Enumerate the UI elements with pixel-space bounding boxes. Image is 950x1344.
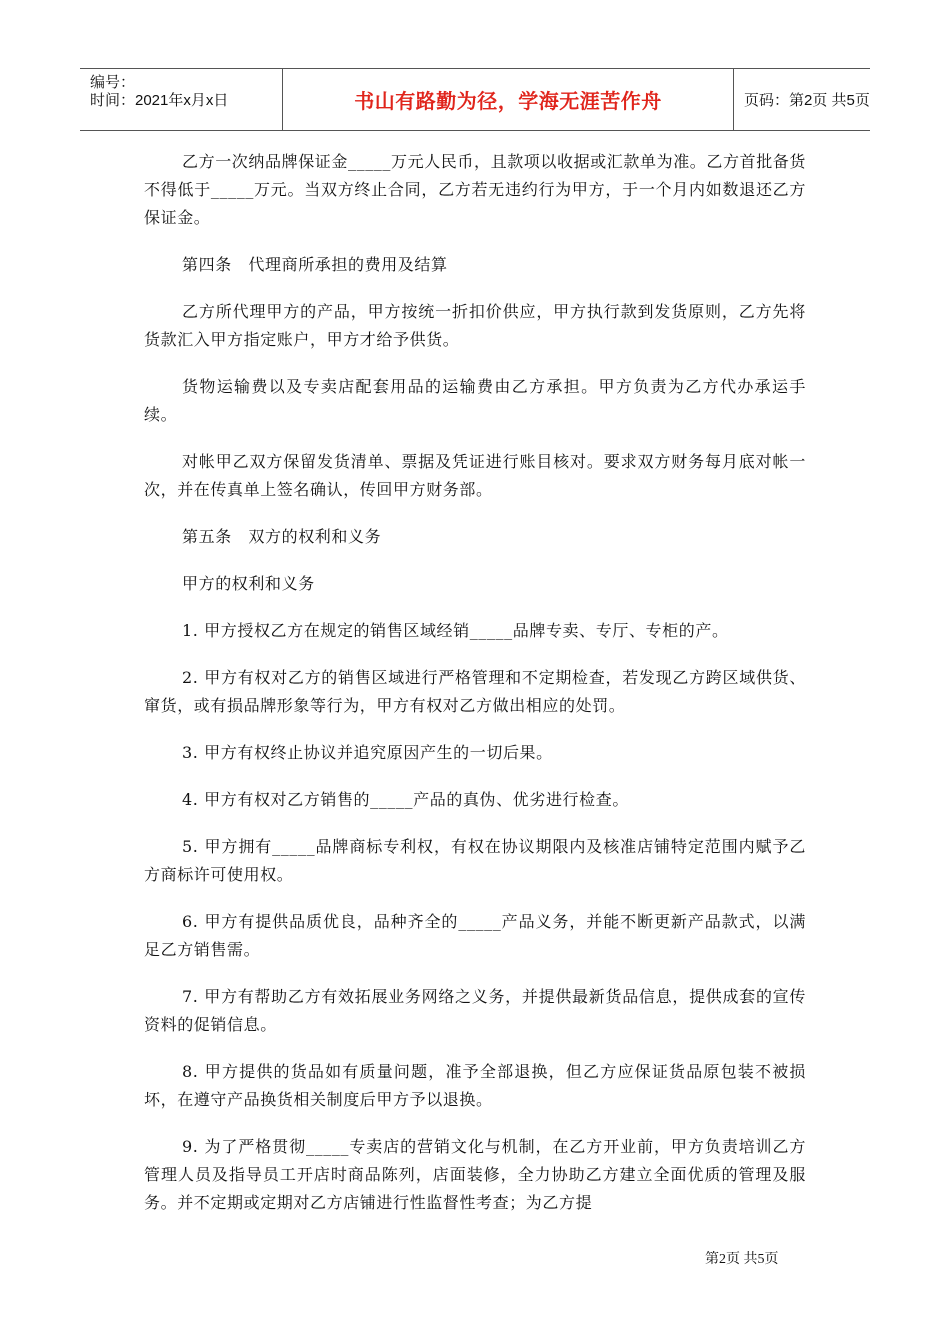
header-motto: 书山有路勤为径，学海无涯苦作舟 [354, 89, 662, 113]
paragraph-shipping: 货物运输费以及专卖店配套用品的运输费由乙方承担。甲方负责为乙方代办承运手续。 [144, 377, 806, 424]
page-header [80, 68, 870, 131]
party-a-rights-heading: 甲方的权利和义务 [182, 574, 315, 593]
page-footer: 第2页 共5页 [705, 1252, 779, 1267]
paragraph-supply-terms: 乙方所代理甲方的产品，甲方按统一折扣价供应，甲方执行款到发货原则，乙方先将货款汇入甲方指定账户，甲方才给予供货。 [144, 302, 806, 349]
article-5-heading: 第五条 双方的权利和义务 [182, 527, 382, 546]
header-page-info: 页码：第2页 共5页 [744, 92, 870, 109]
document-number-label: 编号： [90, 74, 136, 91]
list-item-6: 6. 甲方有提供品质优良，品种齐全的_____产品义务，并能不断更新产品款式，以满足乙方销售需。 [144, 912, 806, 959]
list-item-2: 2. 甲方有权对乙方的销售区域进行严格管理和不定期检查，若发现乙方跨区域供货、窜货，或有损品牌形象等行为，甲方有权对乙方做出相应的处罚。 [144, 668, 806, 715]
list-item-7: 7. 甲方有帮助乙方有效拓展业务网络之义务，并提供最新货品信息，提供成套的宣传资料的促销信息。 [144, 987, 806, 1034]
list-item-3: 3. 甲方有权终止协议并追究原因产生的一切后果。 [182, 743, 553, 762]
header-meta [80, 69, 282, 130]
paragraph-reconciliation: 对帐甲乙双方保留发货清单、票据及凭证进行账目核对。要求双方财务每月底对帐一次，并在传真单上签名确认，传回甲方财务部。 [144, 452, 806, 499]
article-4-heading: 第四条 代理商所承担的费用及结算 [182, 255, 448, 274]
list-item-4: 4. 甲方有权对乙方销售的_____产品的真伪、优劣进行检查。 [182, 790, 629, 809]
list-item-5: 5. 甲方拥有_____品牌商标专利权，有权在协议期限内及核准店铺特定范围内赋予乙方商标许可使用权。 [144, 837, 806, 884]
document-date: 时间：2021年x月x日 [90, 92, 229, 109]
document-body [144, 148, 806, 1236]
header-motto-cell [282, 69, 734, 130]
paragraph-deposit: 乙方一次纳品牌保证金_____万元人民币，且款项以收据或汇款单为准。乙方首批备货不得低于_____万元。当双方终止合同，乙方若无违约行为甲方，于一个月内如数退还乙方保证金。 [144, 152, 807, 227]
list-item-8: 8. 甲方提供的货品如有质量问题，准予全部退换，但乙方应保证货品原包装不被损坏，在遵守产品换货相关制度后甲方予以退换。 [144, 1062, 806, 1109]
list-item-1: 1. 甲方授权乙方在规定的销售区域经销_____品牌专卖、专厅、专柜的产。 [182, 621, 729, 640]
list-item-9: 9. 为了严格贯彻_____专卖店的营销文化与机制，在乙方开业前，甲方负责培训乙方管理人员及指导员工开店时商品陈列，店面装修，全力协助乙方建立全面优质的管理及服务。并不定期或定期对乙方店铺进行性监督性考查；为乙方提 [144, 1137, 806, 1212]
